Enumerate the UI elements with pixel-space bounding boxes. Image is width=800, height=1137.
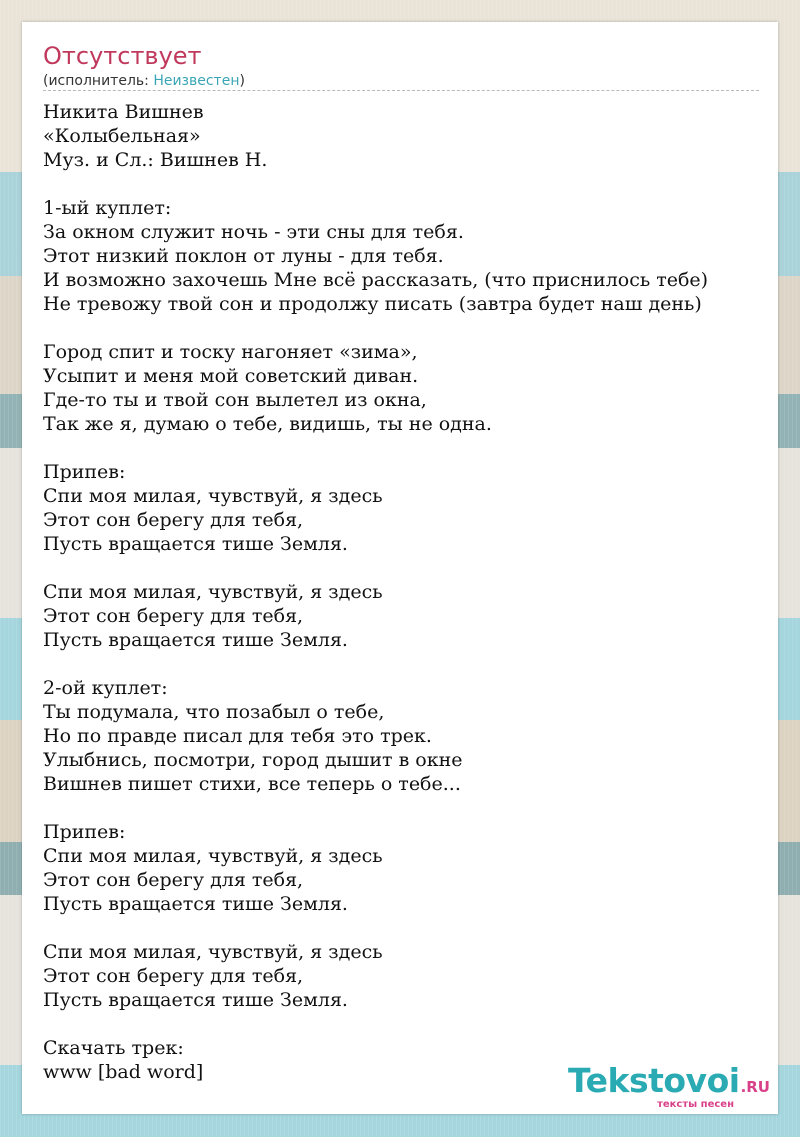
- lyrics-line: Этот сон берегу для тебя,: [43, 965, 304, 987]
- performer-line: [43, 72, 245, 90]
- lyrics-line: Но по правде писал для тебя это трек.: [43, 725, 432, 747]
- lyrics-line: Не тревожу твой сон и продолжу писать (завтра будет наш день): [43, 293, 702, 315]
- performer-suffix: ): [239, 73, 245, 89]
- lyrics-line: Пусть вращается тише Земля.: [43, 533, 348, 555]
- lyrics-line: И возможно захочешь Мне всё рассказать, (что приснилось тебе): [43, 269, 709, 291]
- lyrics-line: Пусть вращается тише Земля.: [43, 629, 348, 651]
- lyrics-line: [43, 556, 708, 580]
- lyrics-line: Улыбнись, посмотри, город дышит в окне: [43, 749, 463, 771]
- logo-tagline: тексты песен: [657, 1099, 734, 1110]
- lyrics-line: Припев:: [43, 821, 126, 843]
- lyrics-line: [43, 796, 708, 820]
- lyrics-line: Спи моя милая, чувствуй, я здесь: [43, 485, 383, 507]
- lyrics-line: Этот сон берегу для тебя,: [43, 509, 304, 531]
- lyrics-line: Спи моя милая, чувствуй, я здесь: [43, 581, 383, 603]
- lyrics-line: Муз. и Сл.: Вишнев Н.: [43, 149, 268, 171]
- logo-wordmark: [568, 1061, 770, 1104]
- lyrics-line: Пусть вращается тише Земля.: [43, 989, 348, 1011]
- lyrics-line: За окном служит ночь - эти сны для тебя.: [43, 221, 464, 243]
- header-divider: [43, 90, 759, 91]
- lyrics-line: Спи моя милая, чувствуй, я здесь: [43, 941, 383, 963]
- lyrics-line: Ты подумала, что позабыл о тебе,: [43, 701, 385, 723]
- lyrics-line: Этот сон берегу для тебя,: [43, 869, 304, 891]
- lyrics-line: [43, 1012, 708, 1036]
- lyrics-line: Припев:: [43, 461, 126, 483]
- lyrics-line: «Колыбельная»: [43, 125, 201, 147]
- lyrics-line: 2-ой куплет:: [43, 677, 168, 699]
- lyrics-line: www [bad word]: [43, 1061, 204, 1083]
- lyrics-line: Спи моя милая, чувствуй, я здесь: [43, 845, 383, 867]
- lyrics-line: Скачать трек:: [43, 1037, 184, 1059]
- lyrics-line: Никита Вишнев: [43, 101, 204, 123]
- logo-tld: .RU: [740, 1078, 770, 1096]
- lyrics-line: [43, 652, 708, 676]
- lyrics-line: [43, 916, 708, 940]
- performer-prefix: (исполнитель:: [43, 73, 154, 89]
- site-logo[interactable]: [568, 1061, 770, 1110]
- lyrics-card: [22, 22, 778, 1114]
- lyrics-line: 1-ый куплет:: [43, 197, 172, 219]
- lyrics-line: Этот сон берегу для тебя,: [43, 605, 304, 627]
- song-title: Отсутствует: [43, 42, 202, 70]
- performer-link[interactable]: Неизвестен: [153, 73, 240, 89]
- lyrics-line: [43, 436, 708, 460]
- lyrics-line: Пусть вращается тише Земля.: [43, 893, 348, 915]
- lyrics-line: Вишнев пишет стихи, все теперь о тебе...: [43, 773, 461, 795]
- lyrics-line: Этот низкий поклон от луны - для тебя.: [43, 245, 444, 267]
- lyrics-line: Усыпит и меня мой советский диван.: [43, 365, 419, 387]
- lyrics-line: Город спит и тоску нагоняет «зима»,: [43, 341, 418, 363]
- lyrics-line: Где-то ты и твой сон вылетел из окна,: [43, 389, 427, 411]
- lyrics-line: [43, 316, 708, 340]
- lyrics-line: Так же я, думаю о тебе, видишь, ты не одна.: [43, 413, 492, 435]
- logo-name: Tekstovoi: [568, 1061, 740, 1100]
- lyrics-text: [43, 100, 708, 1084]
- lyrics-line: [43, 172, 708, 196]
